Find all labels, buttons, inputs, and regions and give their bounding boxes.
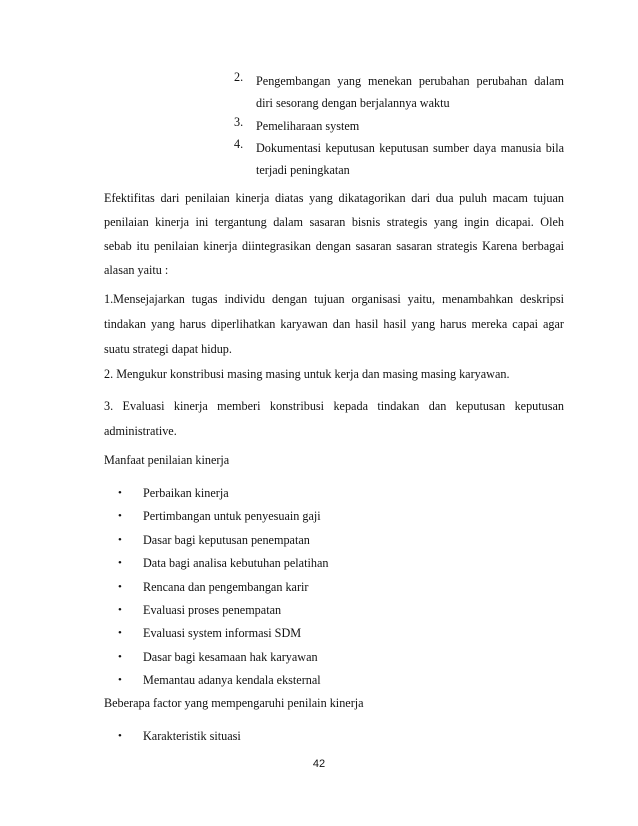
page-number: 42	[312, 758, 326, 770]
list-item	[118, 552, 548, 575]
paragraph-line: 3. Evaluasi kinerja memberi konstribusi kepada tindakan dan keputusan keputusan	[104, 399, 564, 413]
bullet-icon: •	[118, 580, 122, 593]
list-item	[118, 529, 548, 552]
bullet-icon: •	[118, 603, 122, 616]
list-item-text: Rencana dan pengembangan karir	[143, 579, 309, 594]
item-number: 3.	[234, 115, 244, 129]
paragraph-line: penilaian kinerja ini tergantung dalam sasaran bisnis strategis yang ingin dicapai. Oleh	[104, 215, 564, 229]
list-item-text: Dasar bagi keputusan penempatan	[143, 532, 310, 547]
paragraph-point-2	[104, 363, 564, 385]
paragraph-line: 1.Mensejajarkan tugas individu dengan tujuan organisasi yaitu, menambahkan deskripsi	[104, 292, 564, 306]
item-line: diri sesorang dengan berjalannya waktu	[256, 96, 450, 110]
paragraph-line: 2. Mengukur konstribusi masing masing untuk kerja dan masing masing karyawan.	[104, 367, 510, 381]
bullet-icon: •	[118, 533, 122, 546]
list-item-text: Dasar bagi kesamaan hak karyawan	[143, 649, 318, 664]
list-item	[118, 505, 548, 528]
list-item-text: Perbaikan kinerja	[143, 486, 229, 500]
bullet-icon: •	[118, 627, 122, 640]
paragraph-line: Efektifitas dari penilaian kinerja diatas yang dikatagorikan dari dua puluh macam tujuan	[104, 191, 564, 205]
item-number: 4.	[234, 137, 244, 151]
list-item	[118, 622, 548, 645]
item-line: Pemeliharaan system	[256, 119, 360, 133]
factor-list	[118, 725, 548, 748]
heading-text: Manfaat penilaian kinerja	[104, 453, 230, 467]
factor-heading	[104, 692, 564, 714]
heading-text: Beberapa factor yang mempengaruhi penilain kinerja	[104, 696, 364, 710]
bullet-icon: •	[118, 510, 122, 523]
list-item	[118, 576, 548, 599]
bullet-icon: •	[118, 487, 122, 499]
paragraph-point-3	[104, 395, 564, 442]
list-item-text: Karakteristik situasi	[143, 729, 241, 743]
list-item-text: Evaluasi proses penempatan	[143, 602, 282, 617]
paragraph-efektifitas	[104, 187, 564, 281]
list-item	[118, 669, 548, 692]
list-item-text: Data bagi analisa kebutuhan pelatihan	[143, 556, 329, 571]
list-item	[118, 599, 548, 622]
bullet-icon: •	[118, 674, 122, 687]
bullet-icon: •	[118, 557, 122, 570]
paragraph-line: tindakan yang harus diperlihatkan karyawan dan hasil hasil yang harus mereka capai agar	[104, 317, 564, 331]
item-line: Pengembangan yang menekan perubahan perubahan dalam	[256, 74, 564, 88]
list-item	[118, 646, 548, 669]
bullet-icon: •	[118, 730, 122, 742]
list-item-text: Evaluasi system informasi SDM	[143, 626, 302, 641]
item-line: terjadi peningkatan	[256, 163, 350, 177]
list-item	[118, 482, 548, 505]
paragraph-point-1	[104, 288, 564, 360]
paragraph-line: administrative.	[104, 424, 177, 438]
paragraph-line: suatu strategi dapat hidup.	[104, 342, 232, 356]
manfaat-heading	[104, 449, 564, 471]
paragraph-line: sebab itu penilaian kinerja diintegrasikan dengan sasaran sasaran strategis Karena berbagai	[104, 239, 564, 253]
list-item	[118, 725, 548, 748]
item-line: Dokumentasi keputusan keputusan sumber daya manusia bila	[256, 141, 564, 155]
bullet-icon: •	[118, 650, 122, 663]
paragraph-line: alasan yaitu :	[104, 263, 169, 277]
manfaat-list	[118, 482, 548, 693]
list-item-text: Pertimbangan untuk penyesuain gaji	[143, 509, 321, 524]
item-number: 2.	[234, 70, 244, 84]
list-item-text: Memantau adanya kendala eksternal	[143, 673, 321, 688]
